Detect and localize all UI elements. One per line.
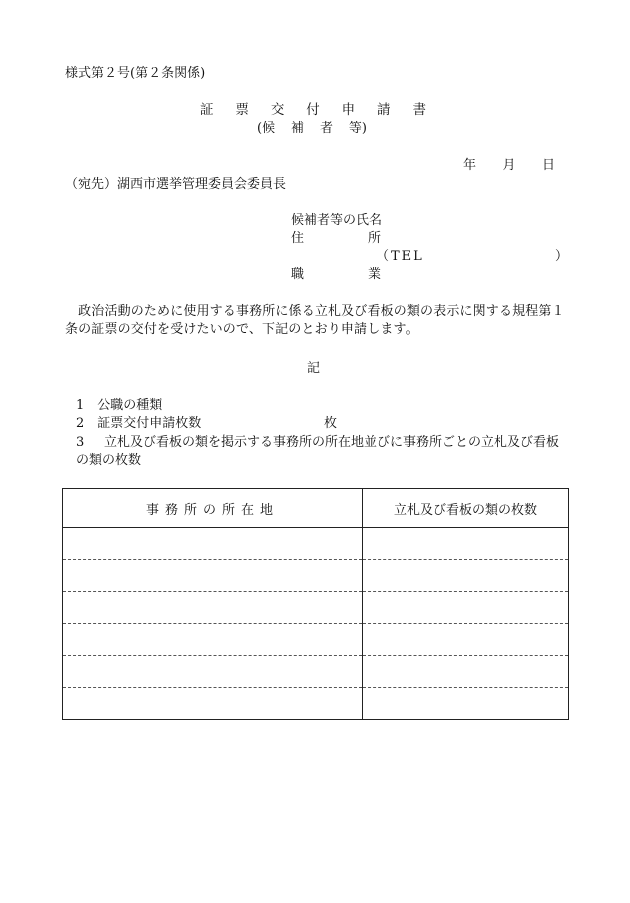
date-day-label: 日 — [541, 158, 555, 173]
address-char: 所 — [367, 231, 381, 246]
date-year-label: 年 — [463, 158, 477, 173]
item3-number: 3 — [76, 435, 85, 450]
location-cell[interactable] — [63, 624, 363, 656]
date-month-label: 月 — [502, 158, 516, 173]
location-cell[interactable] — [63, 592, 363, 624]
address-label — [291, 231, 381, 247]
subtitle-open: (候 — [257, 121, 276, 136]
title-char: 書 — [412, 102, 426, 118]
table-row — [63, 528, 569, 560]
table-row — [63, 688, 569, 720]
header-sign-count: 立札及び看板の類の枚数 — [363, 489, 569, 528]
title-char: 申 — [341, 102, 356, 118]
table-row — [63, 656, 569, 688]
occupation-char: 職 — [291, 267, 305, 282]
subtitle-char: 者 — [319, 121, 333, 136]
address-char: 住 — [291, 231, 305, 246]
office-location-table — [62, 488, 569, 720]
table-row — [63, 624, 569, 656]
table-header-row — [63, 489, 569, 528]
date-field — [463, 158, 555, 174]
count-cell[interactable] — [363, 528, 569, 560]
tel-close-paren: ） — [555, 249, 569, 264]
title-char: 交 — [270, 102, 285, 118]
location-cell[interactable] — [63, 528, 363, 560]
application-statement: 政治活動のために使用する事務所に係る立札及び看板の類の表示に関する規程第１条の証票の交付を受けたいので、下記のとおり申請します。 — [65, 304, 565, 337]
title-char: 証 — [200, 102, 214, 118]
form-number: 様式第２号(第２条関係) — [65, 66, 206, 81]
recipient: （宛先）湖西市選挙管理委員会委員長 — [65, 177, 287, 192]
occupation-label — [291, 267, 381, 283]
count-cell[interactable] — [363, 656, 569, 688]
item-sheet-count: 2 証票交付申請枚数 — [76, 416, 202, 431]
document-title — [200, 102, 426, 118]
table-row — [63, 592, 569, 624]
count-cell[interactable] — [363, 560, 569, 592]
count-cell[interactable] — [363, 688, 569, 720]
item3-text: 立札及び看板の類を掲示する事務所の所在地並びに事務所ごとの立札及び看板の類の枚数 — [76, 435, 560, 468]
count-cell[interactable] — [363, 592, 569, 624]
count-cell[interactable] — [363, 624, 569, 656]
item-sheet-count-unit: 枚 — [324, 416, 338, 431]
item-office-type: 1 公職の種類 — [76, 398, 163, 413]
location-cell[interactable] — [63, 656, 363, 688]
location-cell[interactable] — [63, 688, 363, 720]
title-char: 票 — [235, 102, 249, 118]
location-cell[interactable] — [63, 560, 363, 592]
table-row — [63, 560, 569, 592]
subtitle-char: 補 — [291, 121, 305, 136]
document-subtitle — [257, 121, 367, 137]
item-office-locations — [76, 434, 570, 470]
candidate-name-label: 候補者等の氏名 — [291, 213, 383, 228]
title-char: 付 — [306, 102, 320, 118]
ki-heading: 記 — [307, 361, 321, 376]
occupation-char: 業 — [367, 267, 381, 282]
tel-label: （TEL — [376, 249, 424, 264]
subtitle-close: 等) — [348, 121, 367, 136]
header-office-location: 事務所の所在地 — [63, 489, 363, 528]
title-char: 請 — [377, 102, 391, 118]
